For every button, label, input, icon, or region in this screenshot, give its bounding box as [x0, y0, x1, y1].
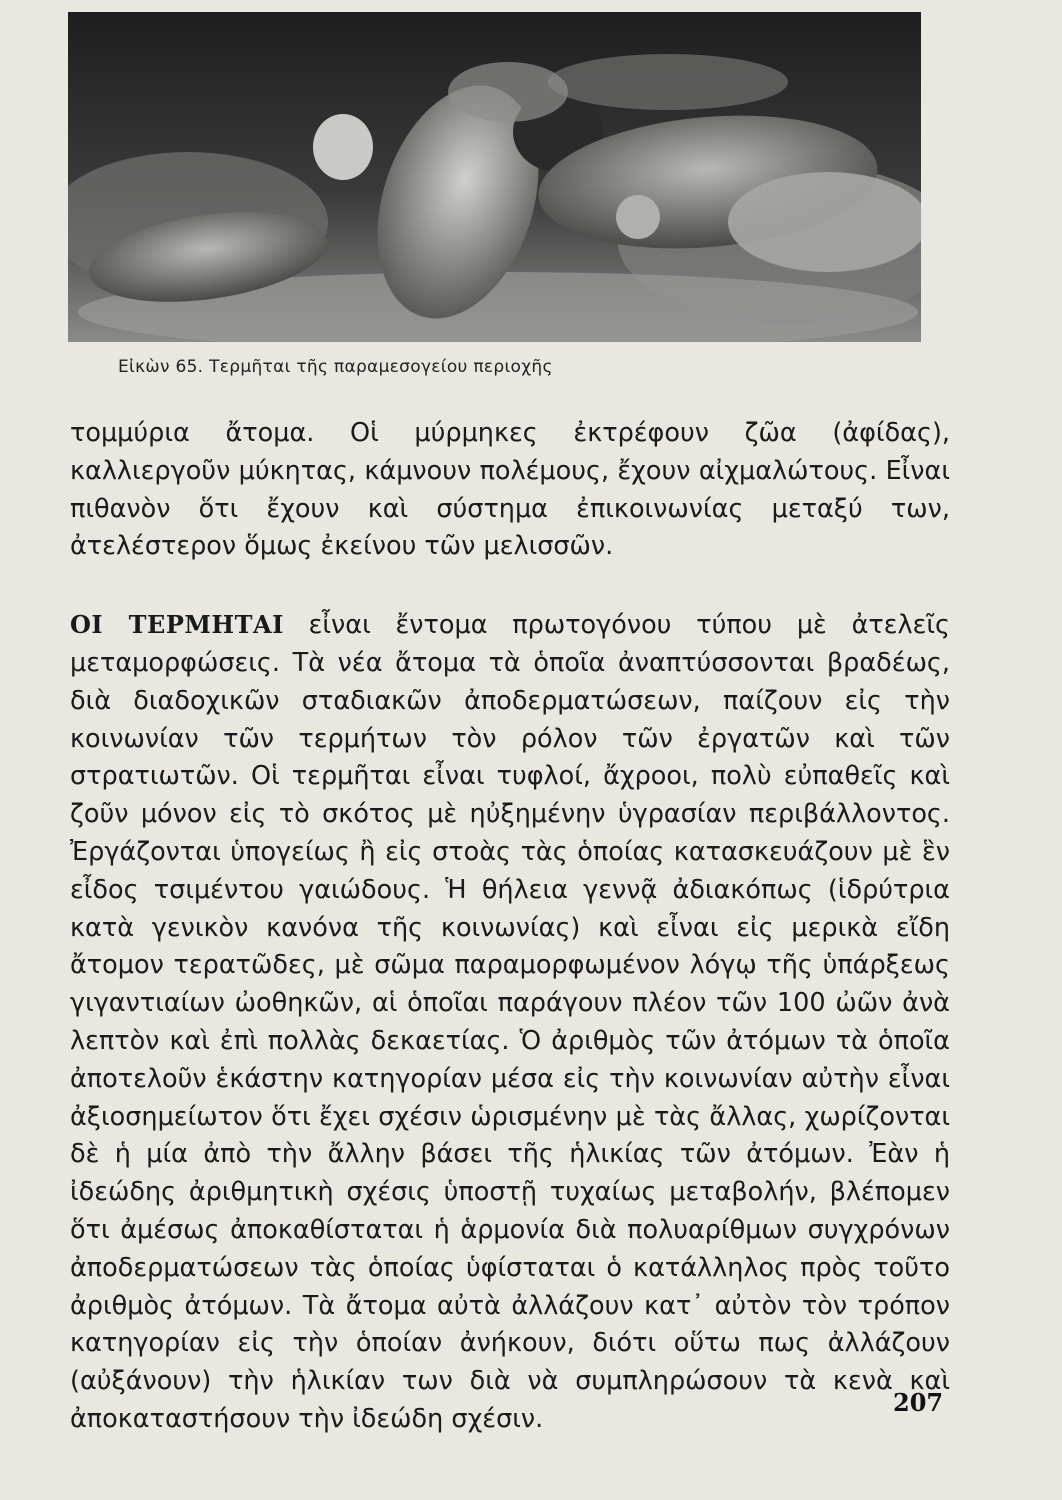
paragraph-1: τομμύρια ἄτομα. Οἱ μύρμηκες ἐκτρέφουν ζῶα (ἀφίδας), καλλιεργοῦν μύκητας, κάμνουν πολέμους, ἔχουν αἰχμαλώτους. Εἶναι πιθανὸν ὅτι ἔχουν καὶ σύστημα ἐπικοινωνίας μεταξύ των, ἀτελέστερον ὅμως ἐκείνου τῶν μελισσῶν. — [70, 418, 950, 562]
figure-caption: Εἰκὼν 65. Τερμῆται τῆς παραμεσογείου περιοχῆς — [118, 357, 553, 377]
page-number: 207 — [893, 1388, 944, 1417]
section-heading: ΟΙ ΤΕΡΜΗΤΑΙ — [70, 610, 284, 640]
paragraph-2 — [70, 606, 950, 1439]
body-text — [70, 415, 950, 1439]
paragraph-2-text: εἶναι ἔντομα πρωτογόνου τύπου μὲ ἀτελεῖς μεταμορφώσεις. Τὰ νέα ἄτομα τὰ ὁποῖα ἀναπτύσσονται βραδέως, διὰ διαδοχικῶν σταδιακῶν ἀποδερματώσεων, παίζουν εἰς τὴν κοινωνίαν τῶν τερμήτων τὸν ρόλον τῶν ἐργατῶν καὶ τῶν στρατιωτῶν. Οἱ τερμῆται εἶναι τυφλοί, ἄχροοι, πολὺ εὐπαθεῖς καὶ ζοῦν μόνον εἰς τὸ σκότος μὲ ηὐξημένην ὑγρασίαν περιβάλλοντος. Ἐργάζονται ὑπογείως ἢ εἰς στοὰς τὰς ὁποίας κατασκευάζουν μὲ ἓν εἶδος τσιμέντου γαιώδους. Ἡ θήλεια γεννᾷ ἀδιακόπως (ἱδρύτρια κατὰ γενικὸν κανόνα τῆς κοινωνίας) καὶ εἶναι εἰς μερικὰ εἴδη ἄτομον τερατῶδες, μὲ σῶμα παραμορφωμένον λόγῳ τῆς ὑπάρξεως γιγαντιαίων ὠοθηκῶν, αἱ ὁποῖαι παράγουν πλέον τῶν 100 ὠῶν ἀνὰ λεπτὸν καὶ ἐπὶ πολλὰς δεκαετίας. Ὁ ἀριθμὸς τῶν ἀτόμων τὰ ὁποῖα ἀποτελοῦν ἑκάστην κατηγορίαν μέσα εἰς τὴν κοινωνίαν αὐτὴν εἶναι ἀξιοσημείωτον ὅτι ἔχει σχέσιν ὡρισμένην μὲ τὰς ἄλλας, χωρίζονται δὲ ἡ μία ἀπὸ τὴν ἄλλην βάσει τῆς ἡλικίας τῶν ἀτόμων. Ἐὰν ἡ ἰδεώδης ἀριθμητικὴ σχέσις ὑποστῇ τυχαίως μεταβολήν, βλέπομεν ὅτι ἀμέσως ἀποκαθίσταται ἡ ἁρμονία διὰ πολυαρίθμων συγχρόνων ἀποδερματώσεων τὰς ὁποίας ὑφίσταται ὁ κατάλληλος πρὸς τοῦτο ἀριθμὸς ἀτόμων. Τὰ ἄτομα αὐτὰ ἀλλάζουν κατ᾽ αὐτὸν τὸν τρόπον κατηγορίαν εἰς τὴν ὁποίαν ἀνήκουν, διότι οὕτω πως ἀλλάζουν (αὐξάνουν) τὴν ἡλικίαν των διὰ νὰ συμπληρώσουν τὰ κενὰ καὶ ἀποκαταστήσουν τὴν ἰδεώδη σχέσιν. — [70, 610, 951, 1434]
termites-photo — [68, 12, 921, 342]
